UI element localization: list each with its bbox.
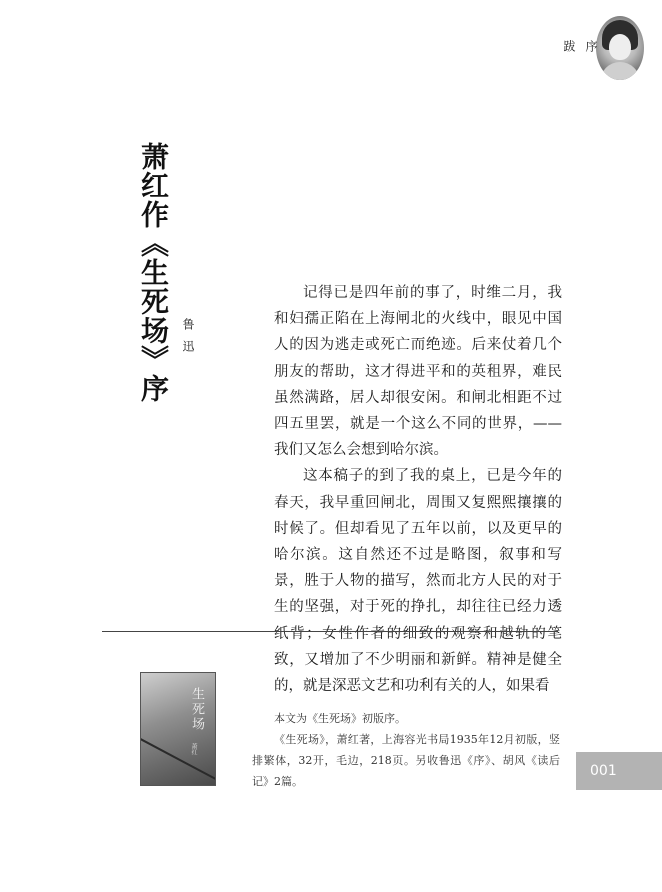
cover-author: 萧红	[190, 743, 197, 755]
author-portrait	[596, 16, 644, 80]
article-title: 萧红作《生死场》序	[137, 142, 170, 403]
page-number: 001	[576, 752, 662, 790]
body-paragraph-2: 这本稿子的到了我的桌上，已是今年的春天，我早重回闸北，周围又复熙熙攘攘的时候了。但却看见了五年以前，以及更早的哈尔滨。这自然还不过是略图，叙事和写景，胜于人物的描写，然而北方人民的对于生的坚强，对于死的挣扎，却往往已经力透纸背；女性作者的细致的观察和越轨的笔致，又增加了不少明丽和新鲜。精神是健全的，就是深恶文艺和功利有关的人，如果看	[274, 468, 562, 695]
body-paragraph-1: 记得已是四年前的事了，时维二月，我和妇孺正陷在上海闸北的火线中，眼见中国人的因为逃走或死亡而绝迹。后来仗着几个朋友的帮助，这才得进平和的英租界，难民虽然满路，居人却很安闲。和闸北相距不过四五里罢，就是一个这么不同的世界，——我们又怎么会想到哈尔滨。	[274, 285, 562, 459]
note-line-1: 本文为《生死场》初版序。	[274, 712, 406, 725]
article-author: 鲁迅	[181, 318, 195, 362]
note-line-2: 《生死场》，萧红著，上海容光书局1935年12月初版，竖排繁体，32开，毛边，218页。另收鲁迅《序》、胡风《读后记》2篇。	[252, 733, 560, 788]
section-label	[562, 40, 602, 58]
book-note	[252, 708, 560, 792]
cover-title: 生死场	[189, 687, 204, 732]
article-body	[274, 280, 562, 699]
section-label-char-2: 跋	[562, 40, 576, 58]
footnote-divider	[102, 631, 558, 632]
section-label-char-1: 序	[584, 40, 598, 58]
book-cover-image	[140, 672, 216, 786]
